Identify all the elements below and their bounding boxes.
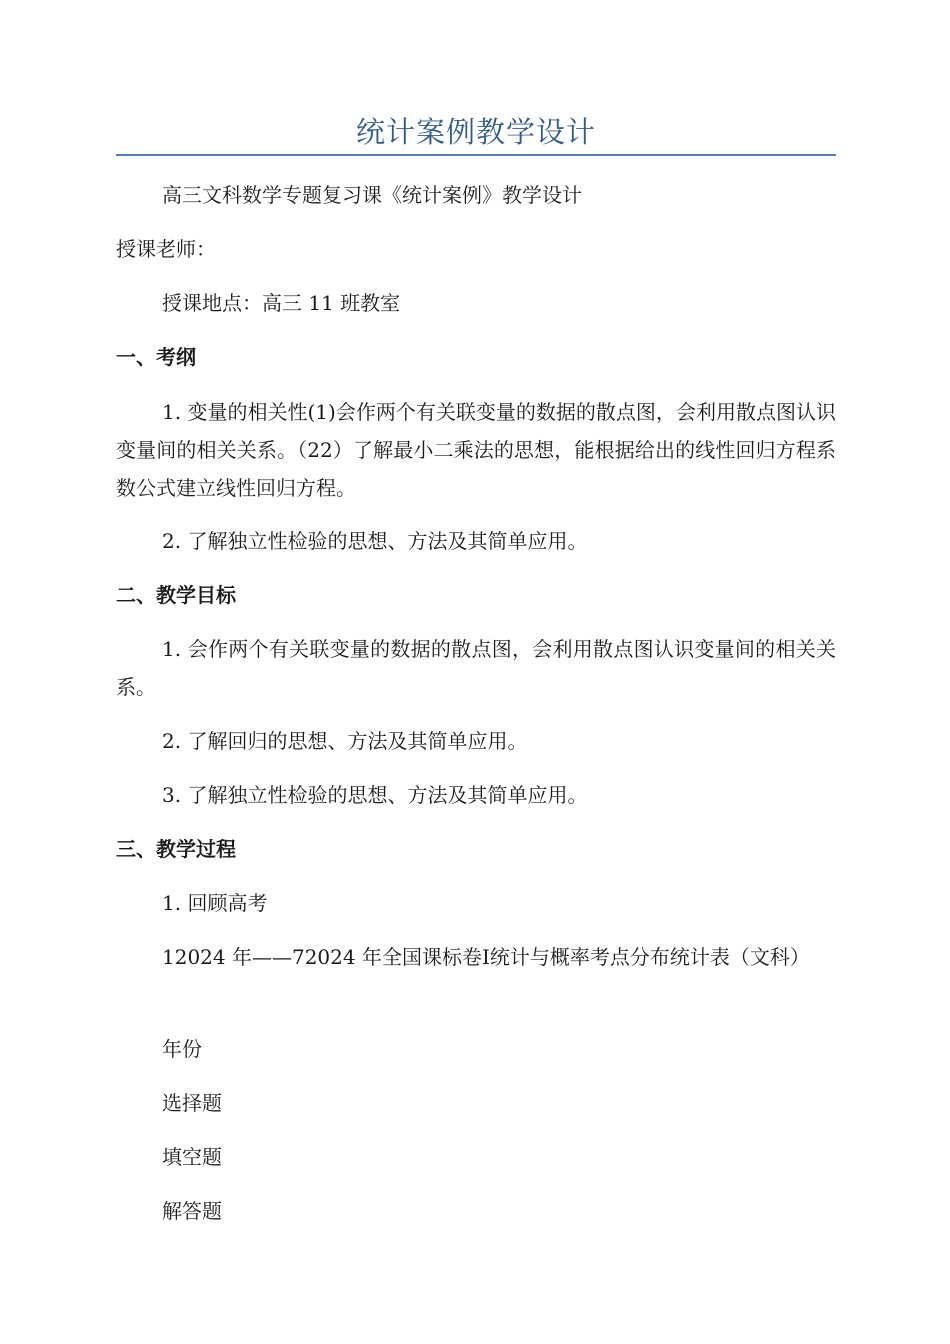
- document-title: 统计案例教学设计: [355, 115, 596, 149]
- location-line: 授课地点：高三 11 班教室: [162, 291, 401, 315]
- section-heading-process: 三、教学过程: [116, 837, 236, 861]
- table-field-year: 年份: [162, 1037, 202, 1061]
- syllabus-item-1: 1. 变量的相关性(1)会作两个有关联变量的数据的散点图，会利用散点图认识变量间的相关关系。（22）了解最小二乘法的思想，能根据给出的线性回归方程系数公式建立线性回归方程。: [116, 400, 836, 500]
- goal-item-1: 1. 会作两个有关联变量的数据的散点图，会利用散点图认识变量间的相关关系。: [116, 637, 836, 699]
- goal-item-2: 2. 了解回归的思想、方法及其简单应用。: [162, 729, 528, 753]
- title-underline: [116, 154, 836, 156]
- section-heading-goals: 二、教学目标: [116, 583, 236, 607]
- document-subtitle: 高三文科数学专题复习课《统计案例》教学设计: [162, 183, 582, 207]
- table-field-answer: 解答题: [162, 1199, 222, 1223]
- goal-item-3: 3. 了解独立性检验的思想、方法及其简单应用。: [162, 783, 588, 807]
- process-table-caption: 12024 年——72024 年全国课标卷Ⅰ统计与概率考点分布统计表（文科）: [162, 945, 810, 969]
- syllabus-item-2: 2. 了解独立性检验的思想、方法及其简单应用。: [162, 529, 588, 553]
- table-field-fill: 填空题: [162, 1145, 222, 1169]
- process-item-review: 1. 回顾高考: [162, 891, 268, 915]
- section-heading-syllabus: 一、考纲: [116, 345, 196, 369]
- teacher-label: 授课老师：: [116, 237, 216, 261]
- table-field-choice: 选择题: [162, 1091, 222, 1115]
